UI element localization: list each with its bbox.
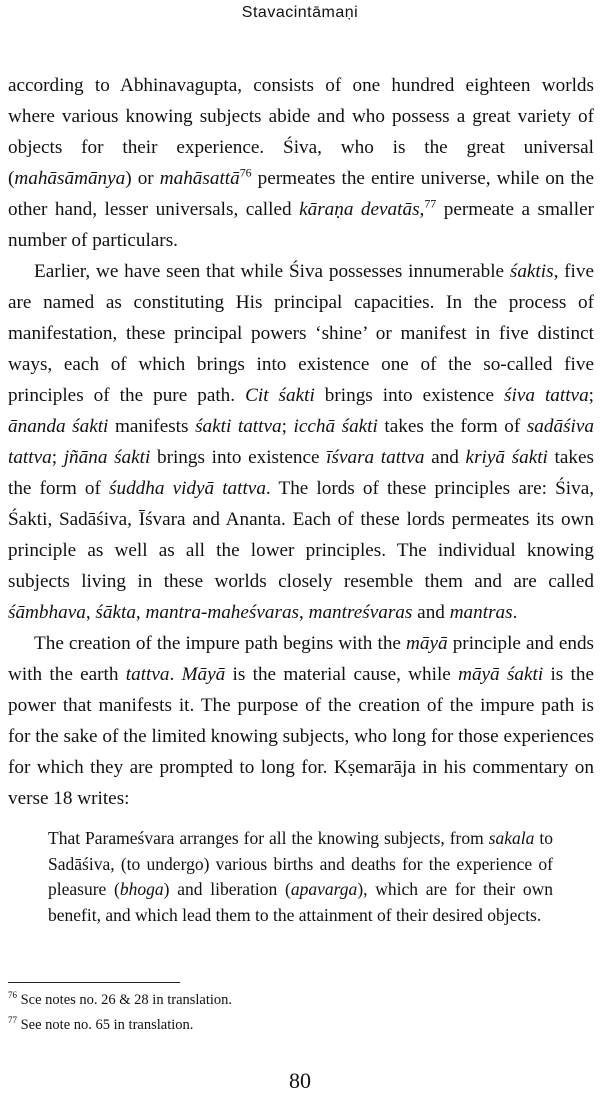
text-run: principle and ends with the earth	[8, 633, 595, 685]
italic-term: mahāsattā	[159, 168, 240, 189]
paragraph-1	[8, 70, 594, 256]
text-run: ,	[85, 602, 96, 623]
text-run: ;	[281, 416, 294, 437]
italic-term: mantreśvaras	[308, 602, 413, 623]
text-run: ;	[588, 385, 595, 406]
text-run: to Sadāśiva, (to undergo) various births and deaths for the experience of pleasure (	[48, 828, 553, 899]
italic-term: śaktis	[509, 261, 554, 282]
text-run: ,	[135, 602, 146, 623]
italic-term: Māyā	[181, 664, 226, 685]
text-run: ,	[419, 199, 425, 220]
text-run: ;	[51, 447, 64, 468]
text-run: and	[412, 602, 450, 623]
text-run: , five are named as constituting His principal capacities. In the process of manifestation, these principal powers ‘shine’ or manifest in five distinct ways, each of which brings into existence one of the so-called five principles of the pure path.	[8, 261, 594, 406]
paragraph-3	[8, 628, 594, 814]
italic-term: tattva	[125, 664, 170, 685]
italic-term: māyā	[406, 633, 448, 654]
italic-term: icchā śakti	[293, 416, 378, 437]
running-header: Stavacintāmaṇi	[241, 4, 359, 21]
text-run: That Parameśvara arranges for all the knowing subjects, from	[48, 828, 489, 848]
text-run: manifests	[108, 416, 196, 437]
footnote-divider	[8, 982, 180, 983]
text-run: brings into existence	[150, 447, 327, 468]
italic-term: kriyā śakti	[465, 447, 548, 468]
italic-term: śāmbhava	[8, 602, 86, 623]
quote-paragraph	[48, 826, 553, 928]
italic-term: sakala	[488, 828, 535, 848]
text-run: permeate a smaller number of particulars.	[8, 199, 595, 251]
main-body-text	[8, 70, 594, 814]
text-run: is the power that manifests it. The purpose of the creation of the impure path is for the sake of the limited knowing subjects, who long for those experiences for which they are prompted to long for. Kṣemarāja in his commentary on verse 18 writes:	[8, 664, 594, 809]
italic-term: kāraṇa devatās	[299, 199, 420, 220]
footnote-77	[8, 1013, 568, 1038]
text-run: permeates the entire universe, while on the other hand, lesser universals, called	[8, 168, 594, 220]
footnotes	[8, 988, 568, 1038]
text-run: takes the form of	[377, 416, 527, 437]
italic-term: jñāna śakti	[63, 447, 151, 468]
text-run: is the material cause, while	[225, 664, 459, 685]
block-quote	[48, 826, 553, 928]
footnote-number: 77	[8, 1015, 17, 1026]
text-run: .	[169, 664, 182, 685]
italic-term: mantras	[449, 602, 513, 623]
text-run: Earlier, we have seen that while Śiva possesses innumerable	[34, 261, 510, 282]
footnote-text: Sce notes no. 26 & 28 in translation.	[16, 992, 233, 1008]
text-run: and	[424, 447, 466, 468]
italic-term: śiva tattva	[504, 385, 589, 406]
italic-term: bhoga	[119, 879, 164, 899]
text-run: .	[512, 602, 518, 623]
text-run: The creation of the impure path begins with the	[34, 633, 407, 654]
text-run: ) or	[125, 168, 160, 189]
page-number: 80	[289, 1068, 311, 1093]
italic-term: śākta	[95, 602, 136, 623]
text-run: according to Abhinavagupta, consists of one hundred eighteen worlds where various knowing subjects abide and who possess a great variety of objects for their experience. Śiva, who is the great universal (	[8, 75, 594, 189]
italic-term: Cit śakti	[245, 385, 315, 406]
italic-term: ānanda śakti	[8, 416, 109, 437]
italic-term: īśvara tattva	[326, 447, 425, 468]
text-run: ,	[299, 602, 309, 623]
footnote-text: See note no. 65 in translation.	[16, 1017, 194, 1033]
text-run: ), which are for their own benefit, and which lead them to the attainment of their desired objects.	[48, 879, 553, 925]
footnote-number: 76	[8, 990, 17, 1001]
italic-term: śuddha vidyā tattva	[109, 478, 266, 499]
text-run: brings into existence	[314, 385, 505, 406]
text-run: takes the form of	[8, 447, 594, 499]
paragraph-2	[8, 256, 594, 628]
footnote-ref-77: 77	[424, 196, 437, 211]
italic-term: apavarga	[290, 879, 358, 899]
italic-term: śakti tattva	[195, 416, 282, 437]
text-run: ) and liberation (	[163, 879, 291, 899]
italic-term: māyā śakti	[458, 664, 544, 685]
text-run: . The lords of these principles are: Śiva, Śakti, Sadāśiva, Īśvara and Ananta. Each of these lords permeates its own principle as well as all the lower principles. The individual knowing subjects living in these worlds closely resemble them and are called	[8, 478, 595, 592]
italic-term: mantra-maheśvaras	[145, 602, 300, 623]
italic-term: mahāsāmānya	[14, 168, 126, 189]
footnote-76	[8, 988, 568, 1013]
footnote-ref-76: 76	[239, 165, 252, 180]
italic-term: sadāśiva tattva	[8, 416, 594, 468]
